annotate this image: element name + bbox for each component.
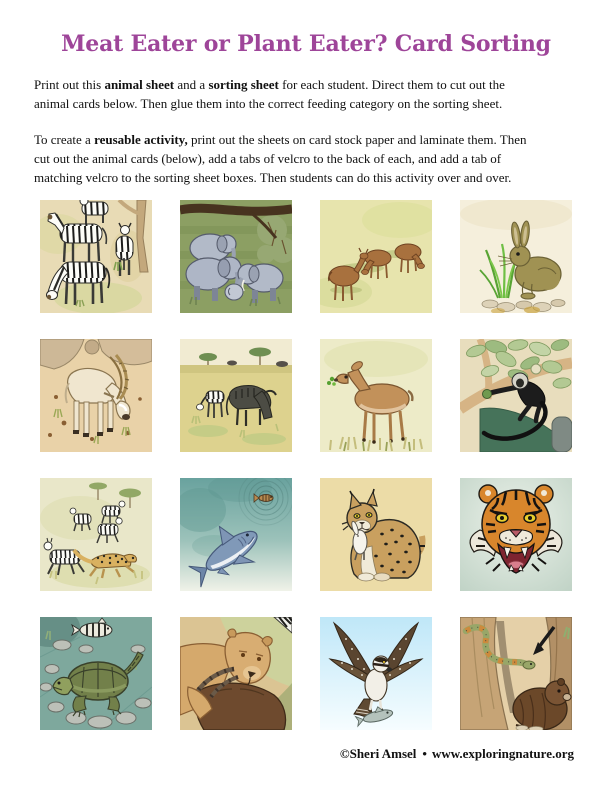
tiger-roaring-illustration — [460, 478, 572, 591]
reusable-activity-paragraph — [34, 130, 526, 187]
card-rabbit — [460, 200, 572, 313]
card-wildebeest — [180, 339, 292, 452]
text-line: cut out the animal cards (below), add a tabs of velcro to the back of each, and add a tab of — [34, 151, 502, 166]
text-segment: for each student. Direct them to cut out the — [278, 77, 505, 92]
cheetah-chasing-zebras-illustration — [40, 478, 152, 591]
text-line — [34, 75, 505, 94]
text-segment: and a — [174, 77, 209, 92]
shark-hunting-fish-illustration — [180, 478, 292, 591]
lioness-with-prey-illustration — [180, 617, 292, 730]
text-line — [34, 130, 526, 149]
text-segment: print out the sheets on card stock paper and laminate them. Then — [187, 132, 527, 147]
snake-stalking-woodchuck-illustration — [460, 617, 572, 730]
card-osprey — [320, 617, 432, 730]
card-elephant-herd — [180, 200, 292, 313]
intro-paragraph — [34, 75, 505, 113]
copyright-credit: ©Sheri Amsel — [339, 746, 417, 761]
card-shark — [180, 478, 292, 591]
card-snapping-turtle — [40, 617, 152, 730]
card-antelope-grazing — [320, 200, 432, 313]
card-addax — [40, 339, 152, 452]
bold-text-segment: animal sheet — [104, 77, 175, 92]
text-segment: To create a — [34, 132, 95, 147]
card-snake-woodchuck — [460, 617, 572, 730]
text-line: animal cards below. Then glue them into the correct feeding category on the sorting sheet. — [34, 96, 503, 111]
card-saki-monkey — [460, 339, 572, 452]
rabbit-eating-grass-illustration — [460, 200, 572, 313]
osprey-with-fish-illustration — [320, 617, 432, 730]
card-zebra-herd — [40, 200, 152, 313]
card-lioness — [180, 617, 292, 730]
bobcat-with-rabbit-illustration — [320, 478, 432, 591]
bold-text-segment: sorting sheet — [208, 77, 279, 92]
addax-antelope-illustration — [40, 339, 152, 452]
card-tiger — [460, 478, 572, 591]
page-title: Meat Eater or Plant Eater? Card Sorting — [61, 31, 551, 57]
deer-browsing-illustration — [320, 339, 432, 452]
antelope-grazing-illustration — [320, 200, 432, 313]
card-bobcat — [320, 478, 432, 591]
card-cheetah-chase — [40, 478, 152, 591]
snapping-turtle-illustration — [40, 617, 152, 730]
credit-line — [340, 746, 574, 762]
bullet-separator: • — [422, 746, 427, 761]
text-segment: Print out this — [34, 77, 105, 92]
bold-text-segment: reusable activity, — [94, 132, 188, 147]
website-link[interactable]: www.exploringnature.org — [431, 746, 574, 761]
text-line: matching velcro to the sorting sheet boxes. Then students can do this activity over and over. — [34, 170, 512, 185]
animal-card-grid — [40, 200, 572, 730]
wildebeest-and-zebra-illustration — [180, 339, 292, 452]
card-deer-browsing — [320, 339, 432, 452]
saki-monkey-in-tree-illustration — [460, 339, 572, 452]
zebra-herd-illustration — [40, 200, 152, 313]
elephant-herd-illustration — [180, 200, 292, 313]
